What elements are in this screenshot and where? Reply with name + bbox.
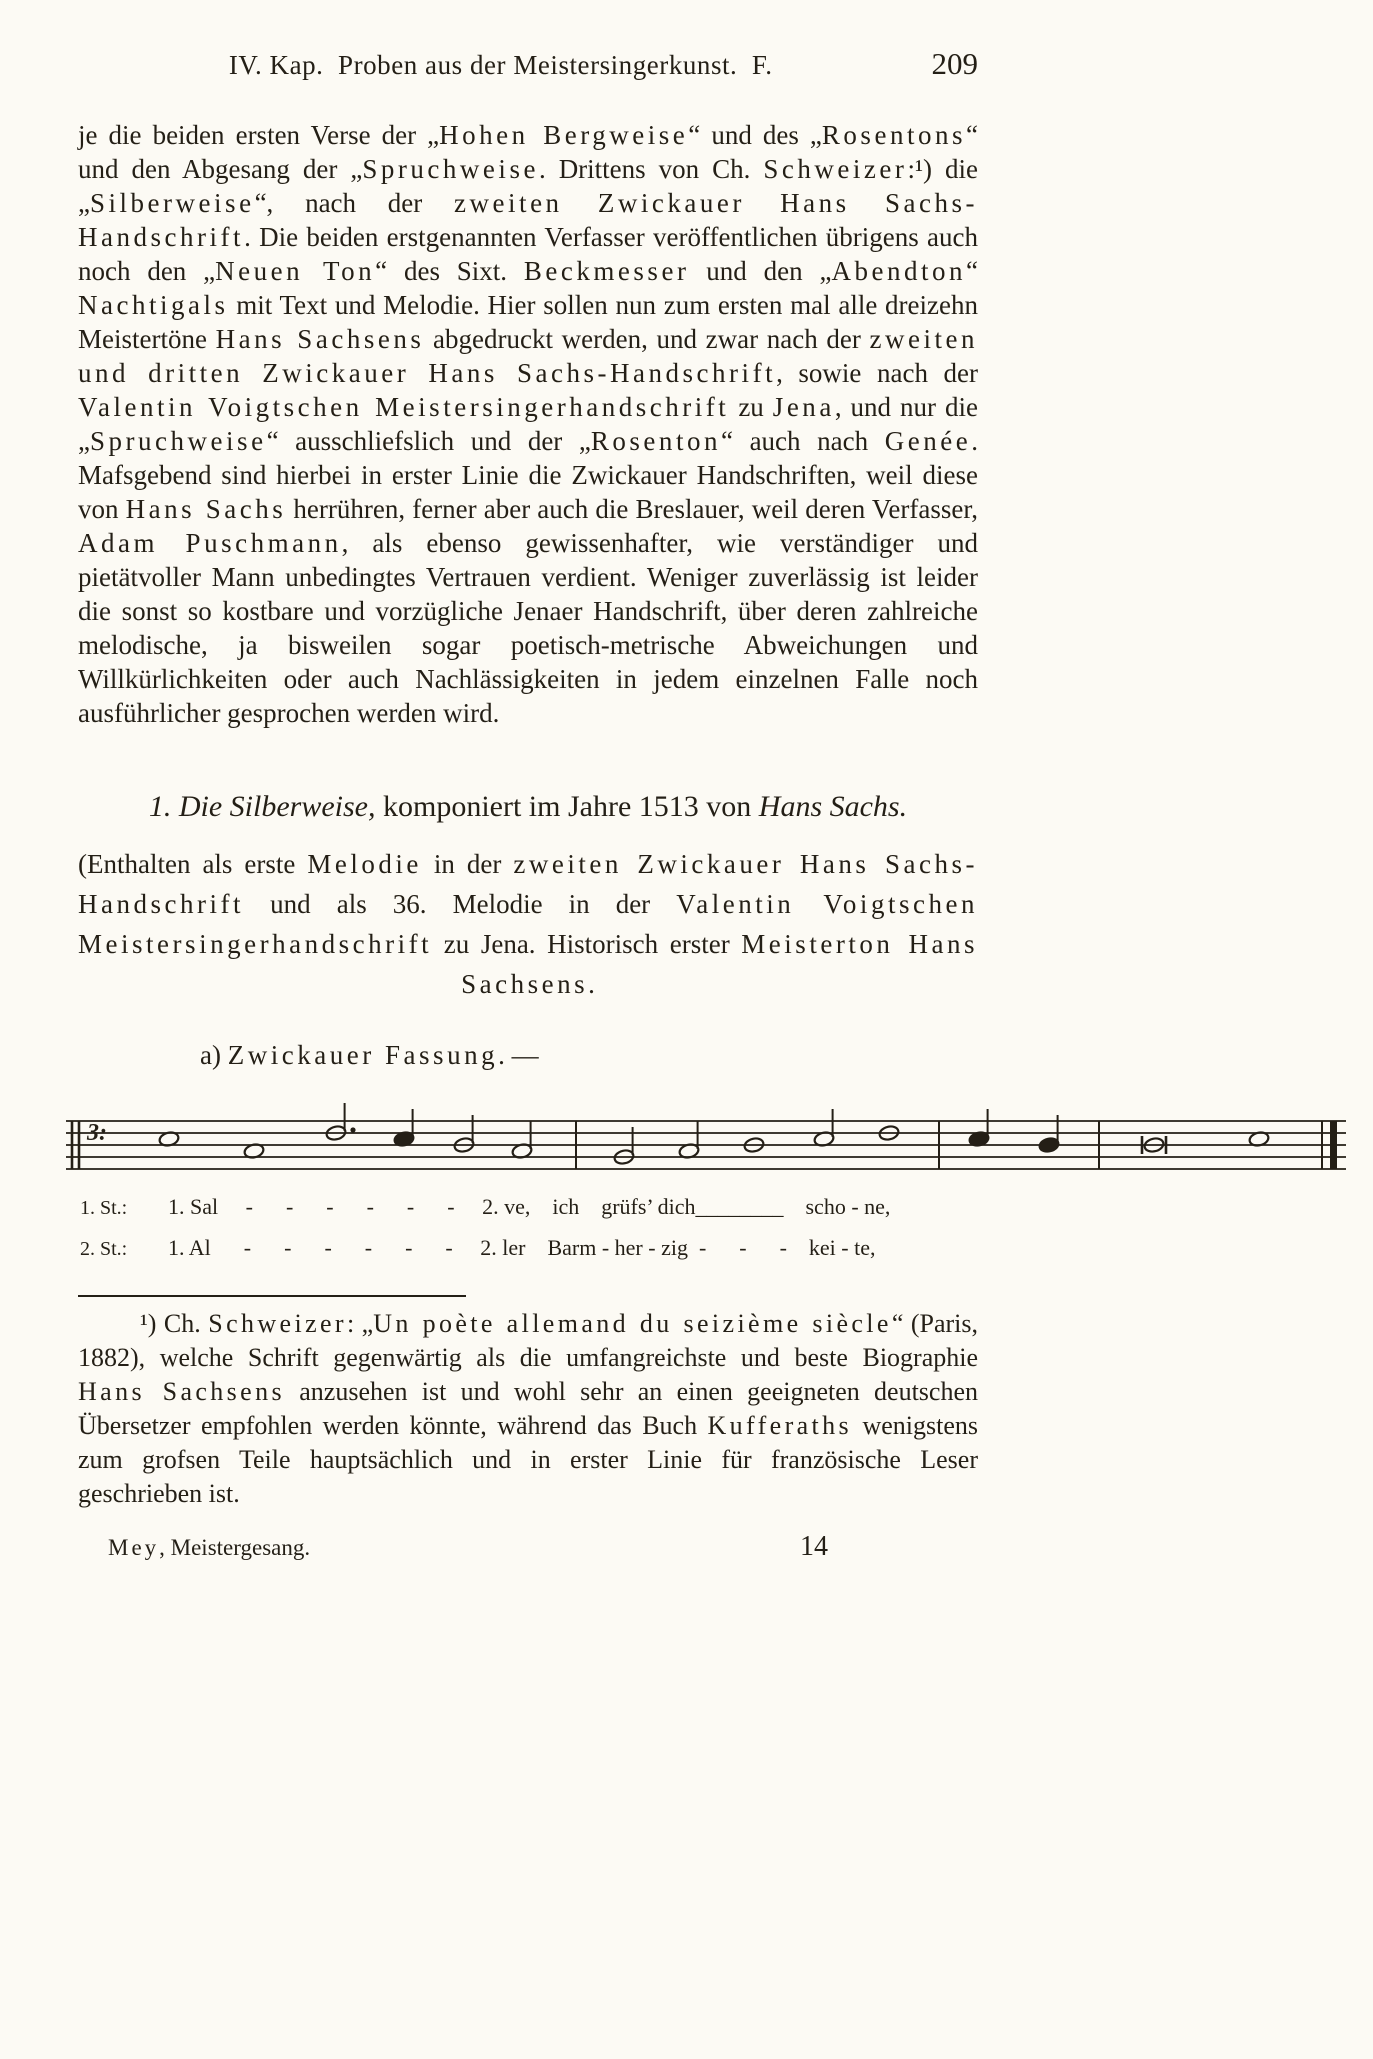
text-segment: , und nur die „: [78, 392, 978, 456]
text-segment: Neuen Ton: [215, 256, 376, 286]
text-segment: , als ebenso gewissenhafter, wie verständiger und pietätvoller Mann unbedingtes Vertrauen verdient. Weniger zuverlässig ist leider die sonst so kostbare und vorzügliche Jenaer Handschrift, über deren zahlreiche melodische, ja bisweilen sogar poetisch-metrische Abweichungen und Willkürlichkeiten oder auch Nachlässigkeiten in jedem einzelnen Falle noch ausführlicher gesprochen werden wird.: [78, 528, 978, 728]
text-segment: “ und des „: [688, 120, 822, 150]
text-segment: und als 36. Melodie in der: [244, 889, 677, 919]
text-segment: . Mafsgebend sind hierbei in erster Linie die Zwickauer Handschriften, weil diese von: [78, 426, 978, 524]
text-segment: “ auch nach: [720, 426, 885, 456]
text-segment: zu Jena. Historisch erster: [432, 929, 742, 959]
text-segment: Nachtigals: [78, 290, 229, 320]
text-segment: . Die beiden erstgenannten Verfasser veröffentlichen übrigens auch noch den „: [78, 222, 978, 286]
music-staff: [64, 1097, 1348, 1181]
text-segment: .: [588, 969, 595, 999]
text-segment: Jena: [772, 392, 835, 422]
text-segment: Silberweise: [89, 188, 255, 218]
text-segment: Beckmesser: [523, 256, 690, 286]
text-segment: Mey: [108, 1535, 160, 1560]
text-segment: je die beiden ersten Verse der „: [78, 120, 440, 150]
text-segment: Schweizer: [763, 154, 908, 184]
text-segment: Hans Sachs.: [758, 790, 908, 823]
running-title: IV. Kap. Proben aus der Meistersingerkunst. F.: [228, 50, 773, 80]
text-segment: Spruchweise: [362, 154, 539, 184]
text-segment: zu: [729, 392, 773, 422]
text-segment: “ und den Abgesang der „: [78, 120, 978, 184]
text-segment: Adam Puschmann: [78, 528, 342, 558]
text-segment: Un poète allemand du seizième siècle: [373, 1309, 892, 1338]
footnote-rule: [78, 1295, 466, 1297]
text-segment: Rosenton: [590, 426, 721, 456]
lyrics-row: [80, 1187, 1347, 1228]
text-segment: komponiert im Jahre 1513 von: [375, 790, 759, 823]
text-segment: ¹) Ch.: [140, 1309, 209, 1338]
text-segment: herrühren, ferner aber auch die Breslauer, weil deren Verfasser,: [286, 494, 978, 524]
variant-label: [78, 1040, 978, 1071]
text-segment: Abendton: [831, 256, 967, 286]
music-example: [64, 1097, 1347, 1269]
text-segment: :¹) die „: [78, 154, 978, 218]
section-heading: [78, 790, 978, 824]
text-segment: , sowie nach der: [776, 358, 978, 388]
lyrics-block: [80, 1187, 1347, 1269]
text-segment: Valentin Voigtschen Meistersingerhandschrift: [78, 392, 730, 422]
text-segment: Hans Sachsens: [78, 1377, 285, 1406]
text-segment: “ ausschliefslich und der „: [266, 426, 591, 456]
text-segment: Melodie: [307, 849, 422, 879]
svg-text:3:: 3:: [87, 1120, 107, 1146]
text-segment: “: [966, 256, 978, 286]
text-segment: . Drittens von Ch.: [538, 154, 764, 184]
text-segment: . —: [498, 1040, 539, 1070]
text-segment: Rosentons: [821, 120, 967, 150]
text-segment: Hohen Bergweise: [439, 120, 689, 150]
text-segment: anzusehen ist und wohl sehr an einen geeigneten deutschen Übersetzer empfohlen werden könnte, während das Buch: [78, 1377, 978, 1440]
text-segment: a): [200, 1040, 228, 1070]
lyric-text: 1. Sal - - - - - - 2. ve, ich grüfs’ dich________ scho - ne,: [168, 1194, 891, 1219]
text-segment: in der: [421, 849, 514, 879]
text-segment: : „: [346, 1309, 374, 1338]
text-segment: “ des Sixt.: [375, 256, 524, 286]
text-segment: (Enthalten als erste: [78, 849, 308, 879]
text-segment: zweiten und dritten Zwickauer Hans Sachs-Handschrift: [78, 324, 978, 388]
section-intro: [78, 844, 978, 1004]
text-segment: 1. Die Silberweise,: [148, 790, 376, 823]
printer-signature: [108, 1535, 310, 1561]
text-segment: wenigstens zum grofsen Teile hauptsächlich und in erster Linie für französische Leser geschrieben ist.: [78, 1411, 978, 1508]
footnote: [78, 1307, 978, 1511]
text-segment: zweiten Zwickauer Hans Sachs-Handschrift: [78, 188, 978, 252]
text-segment: Genée: [884, 426, 972, 456]
text-segment: “ (Paris, 1882), welche Schrift gegenwärtig als die umfangreichste und beste Biographie: [78, 1309, 979, 1372]
page-number: 209: [931, 46, 978, 81]
sheet-number: 14: [800, 1531, 828, 1562]
page-header: [78, 0, 978, 82]
text-segment: Hans Sachsens: [215, 324, 425, 354]
text-segment: Kufferaths: [707, 1411, 853, 1440]
main-paragraph: [78, 118, 978, 730]
text-segment: abgedruckt werden, und zwar nach der: [424, 324, 870, 354]
text-segment: Meisterton Hans Sachsens: [461, 929, 978, 999]
text-segment: , Meistergesang.: [159, 1535, 311, 1560]
text-segment: zweiten Zwickauer Hans Sachs-Handschrift: [78, 849, 978, 919]
text-segment: “, nach der: [254, 188, 455, 218]
text-segment: Zwickauer Fassung: [227, 1040, 499, 1070]
page-footer: [78, 1531, 978, 1563]
voice-label: 2. St.:: [80, 1238, 128, 1260]
lyric-text: 1. Al - - - - - - 2. ler Barm - her - zig - - - kei - te,: [168, 1235, 876, 1260]
text-segment: Spruchweise: [89, 426, 267, 456]
text-segment: Hans Sachs: [125, 494, 287, 524]
text-segment: und den „: [689, 256, 832, 286]
text-segment: Valentin Voigtschen Meistersingerhandschrift: [78, 889, 978, 959]
voice-label: 1. St.:: [80, 1197, 128, 1219]
text-segment: Schweizer: [208, 1309, 347, 1338]
lyrics-row: [80, 1228, 1347, 1269]
text-segment: mit Text und Melodie. Hier sollen nun zum ersten mal alle dreizehn Meistertöne: [78, 290, 978, 354]
